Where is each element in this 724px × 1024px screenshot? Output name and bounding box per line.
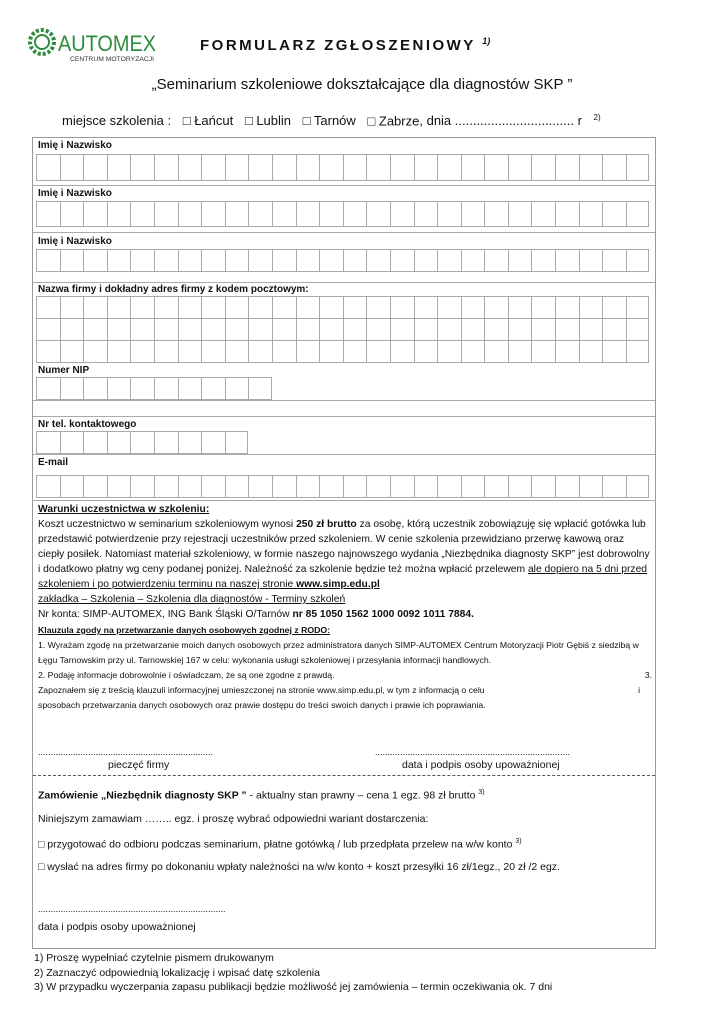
letter-box[interactable] <box>272 201 296 227</box>
letter-box[interactable] <box>508 201 532 227</box>
letter-box[interactable] <box>60 296 84 319</box>
letter-box[interactable] <box>154 154 178 181</box>
letter-box[interactable] <box>555 318 579 341</box>
letter-box[interactable] <box>319 475 343 498</box>
company-stamp-label: pieczęć firmy <box>108 759 170 771</box>
letter-box[interactable] <box>531 475 555 498</box>
letter-box[interactable] <box>201 249 225 272</box>
location-checkbox-tarnow[interactable]: □ Tarnów <box>302 113 356 129</box>
letter-box[interactable] <box>201 475 225 498</box>
name-2-grid[interactable] <box>36 202 649 227</box>
footnotes <box>34 951 552 995</box>
letter-box[interactable] <box>366 318 390 341</box>
letter-box[interactable] <box>201 340 225 363</box>
order-quantity-line[interactable]: Niniejszym zamawiam …….. egz. i proszę wybrać odpowiedni wariant dostarczenia: <box>38 812 429 825</box>
letter-box[interactable] <box>343 475 367 498</box>
letter-box[interactable] <box>107 249 131 272</box>
letter-box[interactable] <box>555 475 579 498</box>
letter-box[interactable] <box>414 249 438 272</box>
letter-box[interactable] <box>178 340 202 363</box>
letter-box[interactable] <box>579 318 603 341</box>
letter-box[interactable] <box>154 340 178 363</box>
automex-logo <box>28 24 158 64</box>
letter-box[interactable] <box>272 340 296 363</box>
letter-box[interactable] <box>508 475 532 498</box>
email-grid[interactable] <box>36 476 649 498</box>
letter-box[interactable] <box>83 318 107 341</box>
letter-box[interactable] <box>343 249 367 272</box>
letter-box[interactable] <box>107 340 131 363</box>
letter-box[interactable] <box>154 318 178 341</box>
letter-box[interactable] <box>225 201 249 227</box>
letter-box[interactable] <box>36 340 60 363</box>
letter-box[interactable] <box>130 318 154 341</box>
letter-box[interactable] <box>390 318 414 341</box>
letter-box[interactable] <box>366 475 390 498</box>
letter-box[interactable] <box>296 249 320 272</box>
seminar-subtitle: „Seminarium szkoleniowe dokształcające dla diagnostów SKP ” <box>151 76 573 93</box>
grid-row <box>36 378 272 400</box>
grid-row <box>36 250 649 272</box>
grid-row <box>36 155 649 181</box>
footnote-3: 3) W przypadku wyczerpania zapasu publikacji będzie możliwość jej zamówienia – termin oczekiwania ok. 7 dni <box>34 981 553 993</box>
letter-box[interactable] <box>60 318 84 341</box>
letter-box[interactable] <box>437 249 461 272</box>
divider <box>33 454 655 455</box>
letter-box[interactable] <box>461 318 485 341</box>
title-footnote: 1) <box>482 36 491 46</box>
letter-box[interactable] <box>60 340 84 363</box>
letter-box[interactable] <box>366 201 390 227</box>
letter-box[interactable] <box>107 431 131 454</box>
letter-box[interactable] <box>461 475 485 498</box>
letter-box[interactable] <box>36 377 60 400</box>
letter-box[interactable] <box>83 201 107 227</box>
conditions-heading: Warunki uczestnictwa w szkoleniu: <box>38 504 210 515</box>
letter-box[interactable] <box>154 249 178 272</box>
letter-box[interactable] <box>83 340 107 363</box>
letter-box[interactable] <box>555 296 579 319</box>
letter-box[interactable] <box>579 154 603 181</box>
letter-box[interactable] <box>531 340 555 363</box>
letter-box[interactable] <box>414 475 438 498</box>
divider <box>33 400 655 401</box>
letter-box[interactable] <box>201 201 225 227</box>
letter-box[interactable] <box>178 377 202 400</box>
signature-line[interactable]: .............................................................................. <box>375 747 571 757</box>
letter-box[interactable] <box>154 475 178 498</box>
letter-box[interactable] <box>626 249 650 272</box>
grid-row <box>36 319 649 341</box>
field-label-phone: Nr tel. kontaktowego <box>38 419 137 430</box>
letter-box[interactable] <box>36 201 60 227</box>
letter-box[interactable] <box>390 475 414 498</box>
letter-box[interactable] <box>201 431 225 454</box>
account-number: nr 85 1050 1562 1000 0092 1011 7884. <box>292 609 474 620</box>
gdpr-clause: Klauzula zgody na przetwarzanie danych osobowych zgodnej z RODO: 1. Wyrażam zgodę na przetwarzanie moich danych osobowych przez administratora danych SIMP-AUTOMEX Centrum Motoryzacji Piotr Gębiś z siedzibą w Łęgu Tarnowskim przy ul. Tarnowskiej 167 w celu: wykonania usługi szkoleniowej i przesyłania informacji handlowych. 2. Podaję informacje dobrowolnie i oświadczam, że są one zgodne z prawdą. 3. Zapoznałem się z treścią klauzuli informacyjnej umieszczonej na stronie www.simp.edu.pl, w tym z informacją o celu i sposobach przetwarzania danych osobowych oraz prawie dostępu do treści swoich danych i prawie ich poprawiania. <box>38 625 652 710</box>
letter-box[interactable] <box>130 296 154 319</box>
letter-box[interactable] <box>461 249 485 272</box>
letter-box[interactable] <box>225 154 249 181</box>
letter-box[interactable] <box>248 249 272 272</box>
letter-box[interactable] <box>555 154 579 181</box>
letter-box[interactable] <box>178 431 202 454</box>
letter-box[interactable] <box>366 296 390 319</box>
letter-box[interactable] <box>319 296 343 319</box>
letter-box[interactable] <box>461 154 485 181</box>
letter-box[interactable] <box>555 249 579 272</box>
grid-row <box>36 341 649 363</box>
letter-box[interactable] <box>484 340 508 363</box>
letter-box[interactable] <box>130 431 154 454</box>
letter-box[interactable] <box>178 296 202 319</box>
letter-box[interactable] <box>626 340 650 363</box>
letter-box[interactable] <box>626 318 650 341</box>
letter-box[interactable] <box>225 340 249 363</box>
letter-box[interactable] <box>414 318 438 341</box>
delivery-option-pickup[interactable]: □ przygotować do odbioru podczas seminarium, płatne gotówką / lub przedpłata przelew na w/w konto <box>38 838 516 850</box>
letter-box[interactable] <box>83 249 107 272</box>
divider <box>33 416 655 417</box>
letter-box[interactable] <box>83 431 107 454</box>
website-link[interactable]: www.simp.edu.pl <box>296 579 380 590</box>
letter-box[interactable] <box>343 340 367 363</box>
letter-box[interactable] <box>579 296 603 319</box>
letter-box[interactable] <box>437 340 461 363</box>
letter-box[interactable] <box>60 431 84 454</box>
letter-box[interactable] <box>484 249 508 272</box>
field-label-email: E-mail <box>38 457 69 468</box>
letter-box[interactable] <box>602 296 626 319</box>
letter-box[interactable] <box>83 475 107 498</box>
training-location: miejsce szkolenia : □ Łańcut □ Lublin □ Tarnów □ Zabrze, dnia ................................. r $^{2)}$ <box>62 113 601 129</box>
letter-box[interactable] <box>107 475 131 498</box>
letter-box[interactable] <box>36 475 60 498</box>
grid-row <box>36 432 248 454</box>
letter-box[interactable] <box>437 201 461 227</box>
letter-box[interactable] <box>60 201 84 227</box>
letter-box[interactable] <box>484 154 508 181</box>
company-stamp-block <box>38 747 375 771</box>
letter-box[interactable] <box>508 249 532 272</box>
letter-box[interactable] <box>178 154 202 181</box>
letter-box[interactable] <box>36 431 60 454</box>
letter-box[interactable] <box>178 318 202 341</box>
letter-box[interactable] <box>602 249 626 272</box>
letter-box[interactable] <box>130 154 154 181</box>
letter-box[interactable] <box>296 318 320 341</box>
signature-block <box>375 747 645 771</box>
signatures <box>38 747 652 771</box>
letter-box[interactable] <box>225 249 249 272</box>
letter-box[interactable] <box>461 340 485 363</box>
letter-box[interactable] <box>201 377 225 400</box>
letter-box[interactable] <box>531 296 555 319</box>
letter-box[interactable] <box>366 340 390 363</box>
letter-box[interactable] <box>107 296 131 319</box>
date-field[interactable]: , dnia ................................. r <box>419 113 582 129</box>
order-signature-label: data i podpis osoby upoważnionej <box>38 921 196 933</box>
divider <box>33 282 655 283</box>
letter-box[interactable] <box>248 340 272 363</box>
grid-row <box>36 202 649 227</box>
letter-box[interactable] <box>343 318 367 341</box>
svg-text:AUTOMEX: AUTOMEX <box>58 31 157 56</box>
letter-box[interactable] <box>484 296 508 319</box>
letter-box[interactable] <box>272 318 296 341</box>
letter-box[interactable] <box>508 154 532 181</box>
form-box-lower <box>32 500 656 949</box>
letter-box[interactable] <box>272 154 296 181</box>
letter-box[interactable] <box>36 296 60 319</box>
letter-box[interactable] <box>414 296 438 319</box>
letter-box[interactable] <box>626 296 650 319</box>
letter-box[interactable] <box>225 296 249 319</box>
letter-box[interactable] <box>60 249 84 272</box>
letter-box[interactable] <box>107 318 131 341</box>
letter-box[interactable] <box>154 377 178 400</box>
name-3-grid[interactable] <box>36 250 649 272</box>
letter-box[interactable] <box>484 475 508 498</box>
participation-conditions: Warunki uczestnictwa w szkoleniu: Koszt uczestnictwo w seminarium szkoleniowym wynosi 250 zł brutto za osobę, którą uczestnik zobowiązuję się wpłacić gotówka lub przedstawić potwierdzenie przy rejestracji uczestników przed szkoleniem. W cenie szkolenia przewidziano przerwę kawową oraz ciepły posiłek. Natomiast materiał szkoleniowy, w formie naszego najnowszego wydania „Niezbędnika diagnosty SKP” jest dobrowolny i dodatkowo płatny wg ceny podanej poniżej. Należność za szkolenie będzie też można wpłacić przelewem ale dopiero na 5 dni przed szkoleniem i po potwierdzeniu terminu na naszej stronie www.simp.edu.pl zakładka – Szkolenia – Szkolenia dla diagnostów - Terminy szkoleń Nr konta: SIMP-AUTOMEX, ING Bank Śląski O/Tarnów nr 85 1050 1562 1000 0092 1011 7884. <box>38 504 650 620</box>
letter-box[interactable] <box>296 296 320 319</box>
location-checkbox-zabrze[interactable]: □ Zabrze <box>367 113 420 129</box>
letter-box[interactable] <box>319 249 343 272</box>
grid-row <box>36 476 649 498</box>
letter-box[interactable] <box>414 201 438 227</box>
letter-box[interactable] <box>319 201 343 227</box>
phone-grid[interactable] <box>36 432 248 454</box>
letter-box[interactable] <box>626 201 650 227</box>
letter-box[interactable] <box>201 318 225 341</box>
cut-line <box>33 775 655 776</box>
letter-box[interactable] <box>225 377 249 400</box>
letter-box[interactable] <box>602 154 626 181</box>
name-1-grid[interactable] <box>36 155 649 181</box>
letter-box[interactable] <box>343 154 367 181</box>
gdpr-heading: Klauzula zgody na przetwarzanie danych osobowych zgodnej z RODO: <box>38 625 331 635</box>
divider <box>33 185 655 186</box>
letter-box[interactable] <box>296 201 320 227</box>
letter-box[interactable] <box>626 475 650 498</box>
letter-box[interactable] <box>602 318 626 341</box>
letter-box[interactable] <box>154 431 178 454</box>
footnote-1: 1) Proszę wypełniać czytelnie pismem drukowanym <box>34 952 274 964</box>
letter-box[interactable] <box>248 318 272 341</box>
letter-box[interactable] <box>107 377 131 400</box>
field-label-name-3: Imię i Nazwisko <box>38 236 112 247</box>
letter-box[interactable] <box>60 377 84 400</box>
letter-box[interactable] <box>272 296 296 319</box>
letter-box[interactable] <box>343 201 367 227</box>
location-checkbox-lancut[interactable]: □ Łańcut <box>182 113 234 129</box>
letter-box[interactable] <box>531 154 555 181</box>
letter-box[interactable] <box>461 201 485 227</box>
letter-box[interactable] <box>508 296 532 319</box>
letter-box[interactable] <box>437 475 461 498</box>
letter-box[interactable] <box>579 340 603 363</box>
letter-box[interactable] <box>508 318 532 341</box>
delivery-option-shipping[interactable]: □ wysłać na adres firmy po dokonaniu wpłaty należności na w/w konto + koszt przesyłki 16 zł/1egz., 20 zł /2 egz. <box>38 861 560 873</box>
book-order-section: Zamówienie „Niezbędnik diagnosty SKP ” - aktualny stan prawny – cena 1 egz. 98 zł brutto $^{3)}$ Niniejszym zamawiam …….. egz. i proszę wybrać odpowiedni wariant dostarczenia: □ przygotować do odbioru podczas seminarium, płatne gotówką / lub przedpłata przelew na w/w konto $^{3)}$ □ wysłać na adres firmy po dokonaniu wpłaty należności na w/w konto + koszt przesyłki 16 zł/1egz., 20 zł /2 egz. ........................................................................... data i podpis osoby upoważnionej <box>38 786 652 934</box>
letter-box[interactable] <box>36 154 60 181</box>
letter-box[interactable] <box>319 318 343 341</box>
letter-box[interactable] <box>272 249 296 272</box>
letter-box[interactable] <box>248 296 272 319</box>
letter-box[interactable] <box>579 475 603 498</box>
letter-box[interactable] <box>178 475 202 498</box>
letter-box[interactable] <box>154 201 178 227</box>
letter-box[interactable] <box>531 201 555 227</box>
svg-text:CENTRUM MOTORYZACJI: CENTRUM MOTORYZACJI <box>70 56 155 63</box>
letter-box[interactable] <box>390 154 414 181</box>
letter-box[interactable] <box>602 340 626 363</box>
letter-box[interactable] <box>178 249 202 272</box>
letter-box[interactable] <box>225 475 249 498</box>
letter-box[interactable] <box>83 154 107 181</box>
order-signature-line[interactable]: ........................................................................... <box>38 904 226 914</box>
letter-box[interactable] <box>414 340 438 363</box>
letter-box[interactable] <box>60 154 84 181</box>
letter-box[interactable] <box>248 475 272 498</box>
letter-box[interactable] <box>602 201 626 227</box>
letter-box[interactable] <box>130 201 154 227</box>
letter-box[interactable] <box>437 154 461 181</box>
company-stamp-line[interactable]: ...................................................................... <box>38 747 214 757</box>
letter-box[interactable] <box>366 249 390 272</box>
letter-box[interactable] <box>390 201 414 227</box>
company-address-grid[interactable] <box>36 297 649 363</box>
letter-box[interactable] <box>83 296 107 319</box>
letter-box[interactable] <box>626 154 650 181</box>
letter-box[interactable] <box>343 296 367 319</box>
letter-box[interactable] <box>461 296 485 319</box>
nip-grid[interactable] <box>36 378 272 400</box>
field-label-name-1: Imię i Nazwisko <box>38 140 112 151</box>
letter-box[interactable] <box>437 318 461 341</box>
letter-box[interactable] <box>248 154 272 181</box>
letter-box[interactable] <box>225 318 249 341</box>
letter-box[interactable] <box>201 296 225 319</box>
field-label-nip: Numer NIP <box>38 365 90 376</box>
letter-box[interactable] <box>272 475 296 498</box>
grid-row <box>36 297 649 319</box>
letter-box[interactable] <box>508 340 532 363</box>
letter-box[interactable] <box>201 154 225 181</box>
letter-box[interactable] <box>319 340 343 363</box>
divider <box>33 232 655 233</box>
letter-box[interactable] <box>390 296 414 319</box>
form-title: FORMULARZ ZGŁOSZENIOWY $^{1)}$ <box>200 36 491 54</box>
letter-box[interactable] <box>248 201 272 227</box>
letter-box[interactable] <box>531 249 555 272</box>
letter-box[interactable] <box>296 340 320 363</box>
signature-label: data i podpis osoby upoważnionej <box>402 759 560 771</box>
field-label-name-2: Imię i Nazwisko <box>38 188 112 199</box>
letter-box[interactable] <box>484 318 508 341</box>
letter-box[interactable] <box>296 475 320 498</box>
letter-box[interactable] <box>555 201 579 227</box>
letter-box[interactable] <box>130 340 154 363</box>
location-checkbox-lublin[interactable]: □ Lublin <box>244 113 292 129</box>
letter-box[interactable] <box>390 249 414 272</box>
letter-box[interactable] <box>178 201 202 227</box>
letter-box[interactable] <box>83 377 107 400</box>
letter-box[interactable] <box>296 154 320 181</box>
letter-box[interactable] <box>60 475 84 498</box>
letter-box[interactable] <box>366 154 390 181</box>
letter-box[interactable] <box>555 340 579 363</box>
field-label-company: Nazwa firmy i dokładny adres firmy z kodem pocztowym: <box>38 284 309 295</box>
letter-box[interactable] <box>107 201 131 227</box>
letter-box[interactable] <box>437 296 461 319</box>
letter-box[interactable] <box>248 377 272 400</box>
footnote-2: 2) Zaznaczyć odpowiednią lokalizację i wpisać datę szkolenia <box>34 966 320 979</box>
letter-box[interactable] <box>319 154 343 181</box>
letter-box[interactable] <box>107 154 131 181</box>
letter-box[interactable] <box>130 475 154 498</box>
letter-box[interactable] <box>390 340 414 363</box>
letter-box[interactable] <box>36 318 60 341</box>
letter-box[interactable] <box>36 249 60 272</box>
letter-box[interactable] <box>579 249 603 272</box>
letter-box[interactable] <box>414 154 438 181</box>
letter-box[interactable] <box>154 296 178 319</box>
letter-box[interactable] <box>225 431 249 454</box>
letter-box[interactable] <box>531 318 555 341</box>
letter-box[interactable] <box>484 201 508 227</box>
letter-box[interactable] <box>602 475 626 498</box>
letter-box[interactable] <box>579 201 603 227</box>
letter-box[interactable] <box>130 377 154 400</box>
letter-box[interactable] <box>130 249 154 272</box>
